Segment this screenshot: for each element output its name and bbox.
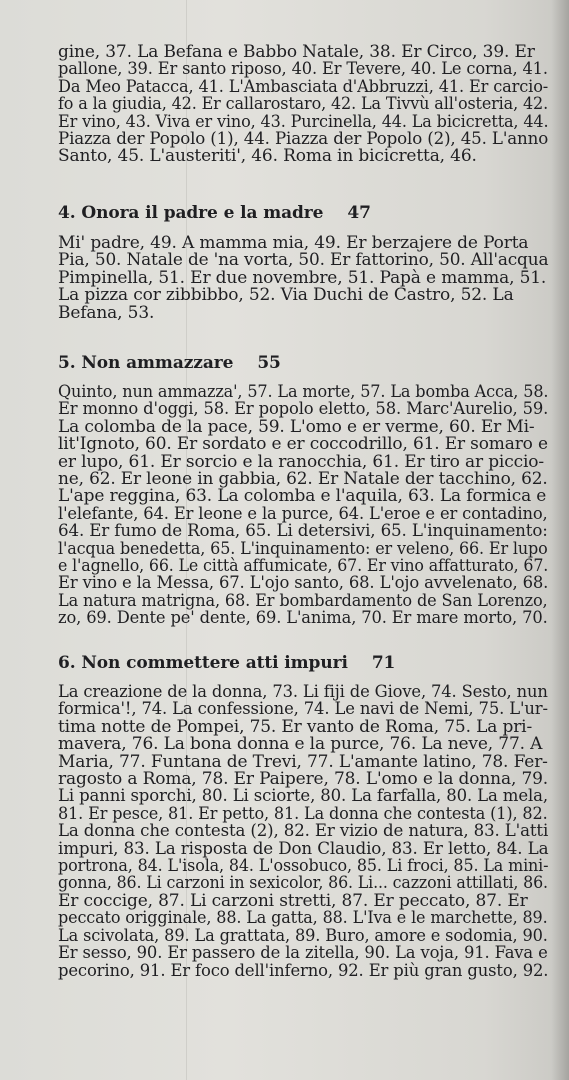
text-line: Befana, 53. [58,302,155,323]
text-line: La pizza cor zibbibbo, 52. Via Duchi de Castro, 52. La [58,285,514,306]
section-title: 4. Onora il padre e la madre [58,203,324,223]
text-line: Maria, 77. Funtana de Trevi, 77. L'amante latino, 78. Fer- [58,751,548,772]
text-line: pallone, 39. Er santo riposo, 40. Er Tevere, 40. Le corna, 41. [58,59,548,80]
section-heading [58,203,371,223]
text-line: portrona, 84. L'isola, 84. L'ossobuco, 85. Li froci, 85. La mini- [58,856,549,877]
text-line: 81. Er pesce, 81. Er petto, 81. La donna che contesta (1), 82. [58,803,548,824]
text-line: Da Meo Patacca, 41. L'Ambasciata d'Abbruzzi, 41. Er carcio- [58,76,549,97]
text-line: La donna che contesta (2), 82. Er vizio de natura, 83. L'atti [58,821,549,842]
text-line: ragosto a Roma, 78. Er Paipere, 78. L'omo e la donna, 79. [58,769,549,790]
text-line: L'ape reggina, 63. La colomba e l'aquila, 63. La formica e [58,486,547,507]
text-line: Pimpinella, 51. Er due novembre, 51. Papà e mamma, 51. [58,267,547,288]
text-line: Er monno d'oggi, 58. Er popolo eletto, 58. Marc'Aurelio, 59. [58,399,549,420]
text-line: Er sesso, 90. Er passero de la zitella, 90. La voja, 91. Fava e [58,943,548,964]
text-line: peccato origginale, 88. La gatta, 88. L'Iva e le marchette, 89. [58,908,548,929]
text-line: e l'agnello, 66. Le città affumicate, 67. Er vino affatturato, 67. [58,556,549,577]
text-line: Santo, 45. L'austeriti', 46. Roma in bicicretta, 46. [58,146,477,167]
text-line: zo, 69. Dente pe' dente, 69. L'anima, 70. Er mare morto, 70. [58,608,548,629]
section-title: 5. Non ammazzare [58,353,234,373]
text-line: Quinto, nun ammazza', 57. La morte, 57. La bomba Acca, 58. [58,382,549,402]
text-line: Pia, 50. Natale de 'na vorta, 50. Er fattorino, 50. All'acqua [58,250,549,271]
text-line: tima notte de Pompei, 75. Er vanto de Roma, 75. La pri- [58,716,533,737]
text-line: er lupo, 61. Er sorcio e la ranocchia, 61. Er tiro ar piccio- [58,451,544,472]
text-line: Er vino, 43. Viva er vino, 43. Purcinella, 44. La bicicretta, 44. [58,111,549,132]
text-line: gine, 37. La Befana e Babbo Natale, 38. Er Circo, 39. Er [58,42,535,62]
text-line: l'acqua benedetta, 65. L'inquinamento: er veleno, 66. Er lupo [58,538,548,559]
section-text-block [58,384,548,628]
text-line: mavera, 76. La bona donna e la purce, 76. La neve, 77. A [58,734,543,755]
text-line: impuri, 83. La risposta de Don Claudio, 83. Er letto, 84. La [58,838,549,859]
text-line: pecorino, 91. Er foco dell'inferno, 92. Er più gran gusto, 92. [58,960,549,981]
text-line: lit'Ignoto, 60. Er sordato e er coccodrillo, 61. Er somaro e [58,434,548,455]
text-line: Er coccige, 87. Li carzoni stretti, 87. Er peccato, 87. Er [58,890,528,911]
text-line: ne, 62. Er leone in gabbia, 62. Er Natale der tacchino, 62. [58,469,548,490]
section-page-number: 47 [347,203,371,223]
text-line: La colomba de la pace, 59. L'omo e er verme, 60. Er Mi- [58,416,535,437]
section-heading [58,653,395,673]
text-line: fo a la giudia, 42. Er callarostaro, 42. La Tivvù all'osteria, 42. [58,94,549,115]
text-line: Piazza der Popolo (1), 44. Piazza der Popolo (2), 45. L'anno [58,129,549,150]
text-line: La creazione de la donna, 73. Li fiji de Giove, 74. Sesto, nun [58,682,548,702]
section-heading [58,353,281,373]
text-line: La natura matrigna, 68. Er bombardamento de San Lorenzo, [58,590,548,611]
text-line: gonna, 86. Li carzoni in sexicolor, 86. Li... cazzoni attillati, 86. [58,873,548,894]
text-line: La scivolata, 89. La grattata, 89. Buro, amore e sodomia, 90. [58,925,548,946]
section-page-number: 71 [371,653,396,673]
section-title: 6. Non commettere atti impuri [58,653,348,673]
section-text-block [58,684,548,980]
section-page-number: 55 [257,353,281,373]
text-line: Li panni sporchi, 80. Li sciorte, 80. La farfalla, 80. La mela, [58,786,548,807]
text-line: 64. Er fumo de Roma, 65. Li detersivi, 65. L'inquinamento: [58,521,548,542]
book-spine-shadow [551,0,569,1080]
text-line: Er vino e la Messa, 67. L'ojo santo, 68. L'ojo avvelenato, 68. [58,573,549,594]
text-line: Mi' padre, 49. A mamma mia, 49. Er berzajere de Porta [58,233,529,253]
text-line: l'elefante, 64. Er leone e la purce, 64. L'eroe e er contadino, [58,503,548,524]
section-text-block [58,235,548,322]
text-line: formica'!, 74. La confessione, 74. Le navi de Nemi, 75. L'ur- [58,699,548,720]
intro-text-block [58,44,548,166]
